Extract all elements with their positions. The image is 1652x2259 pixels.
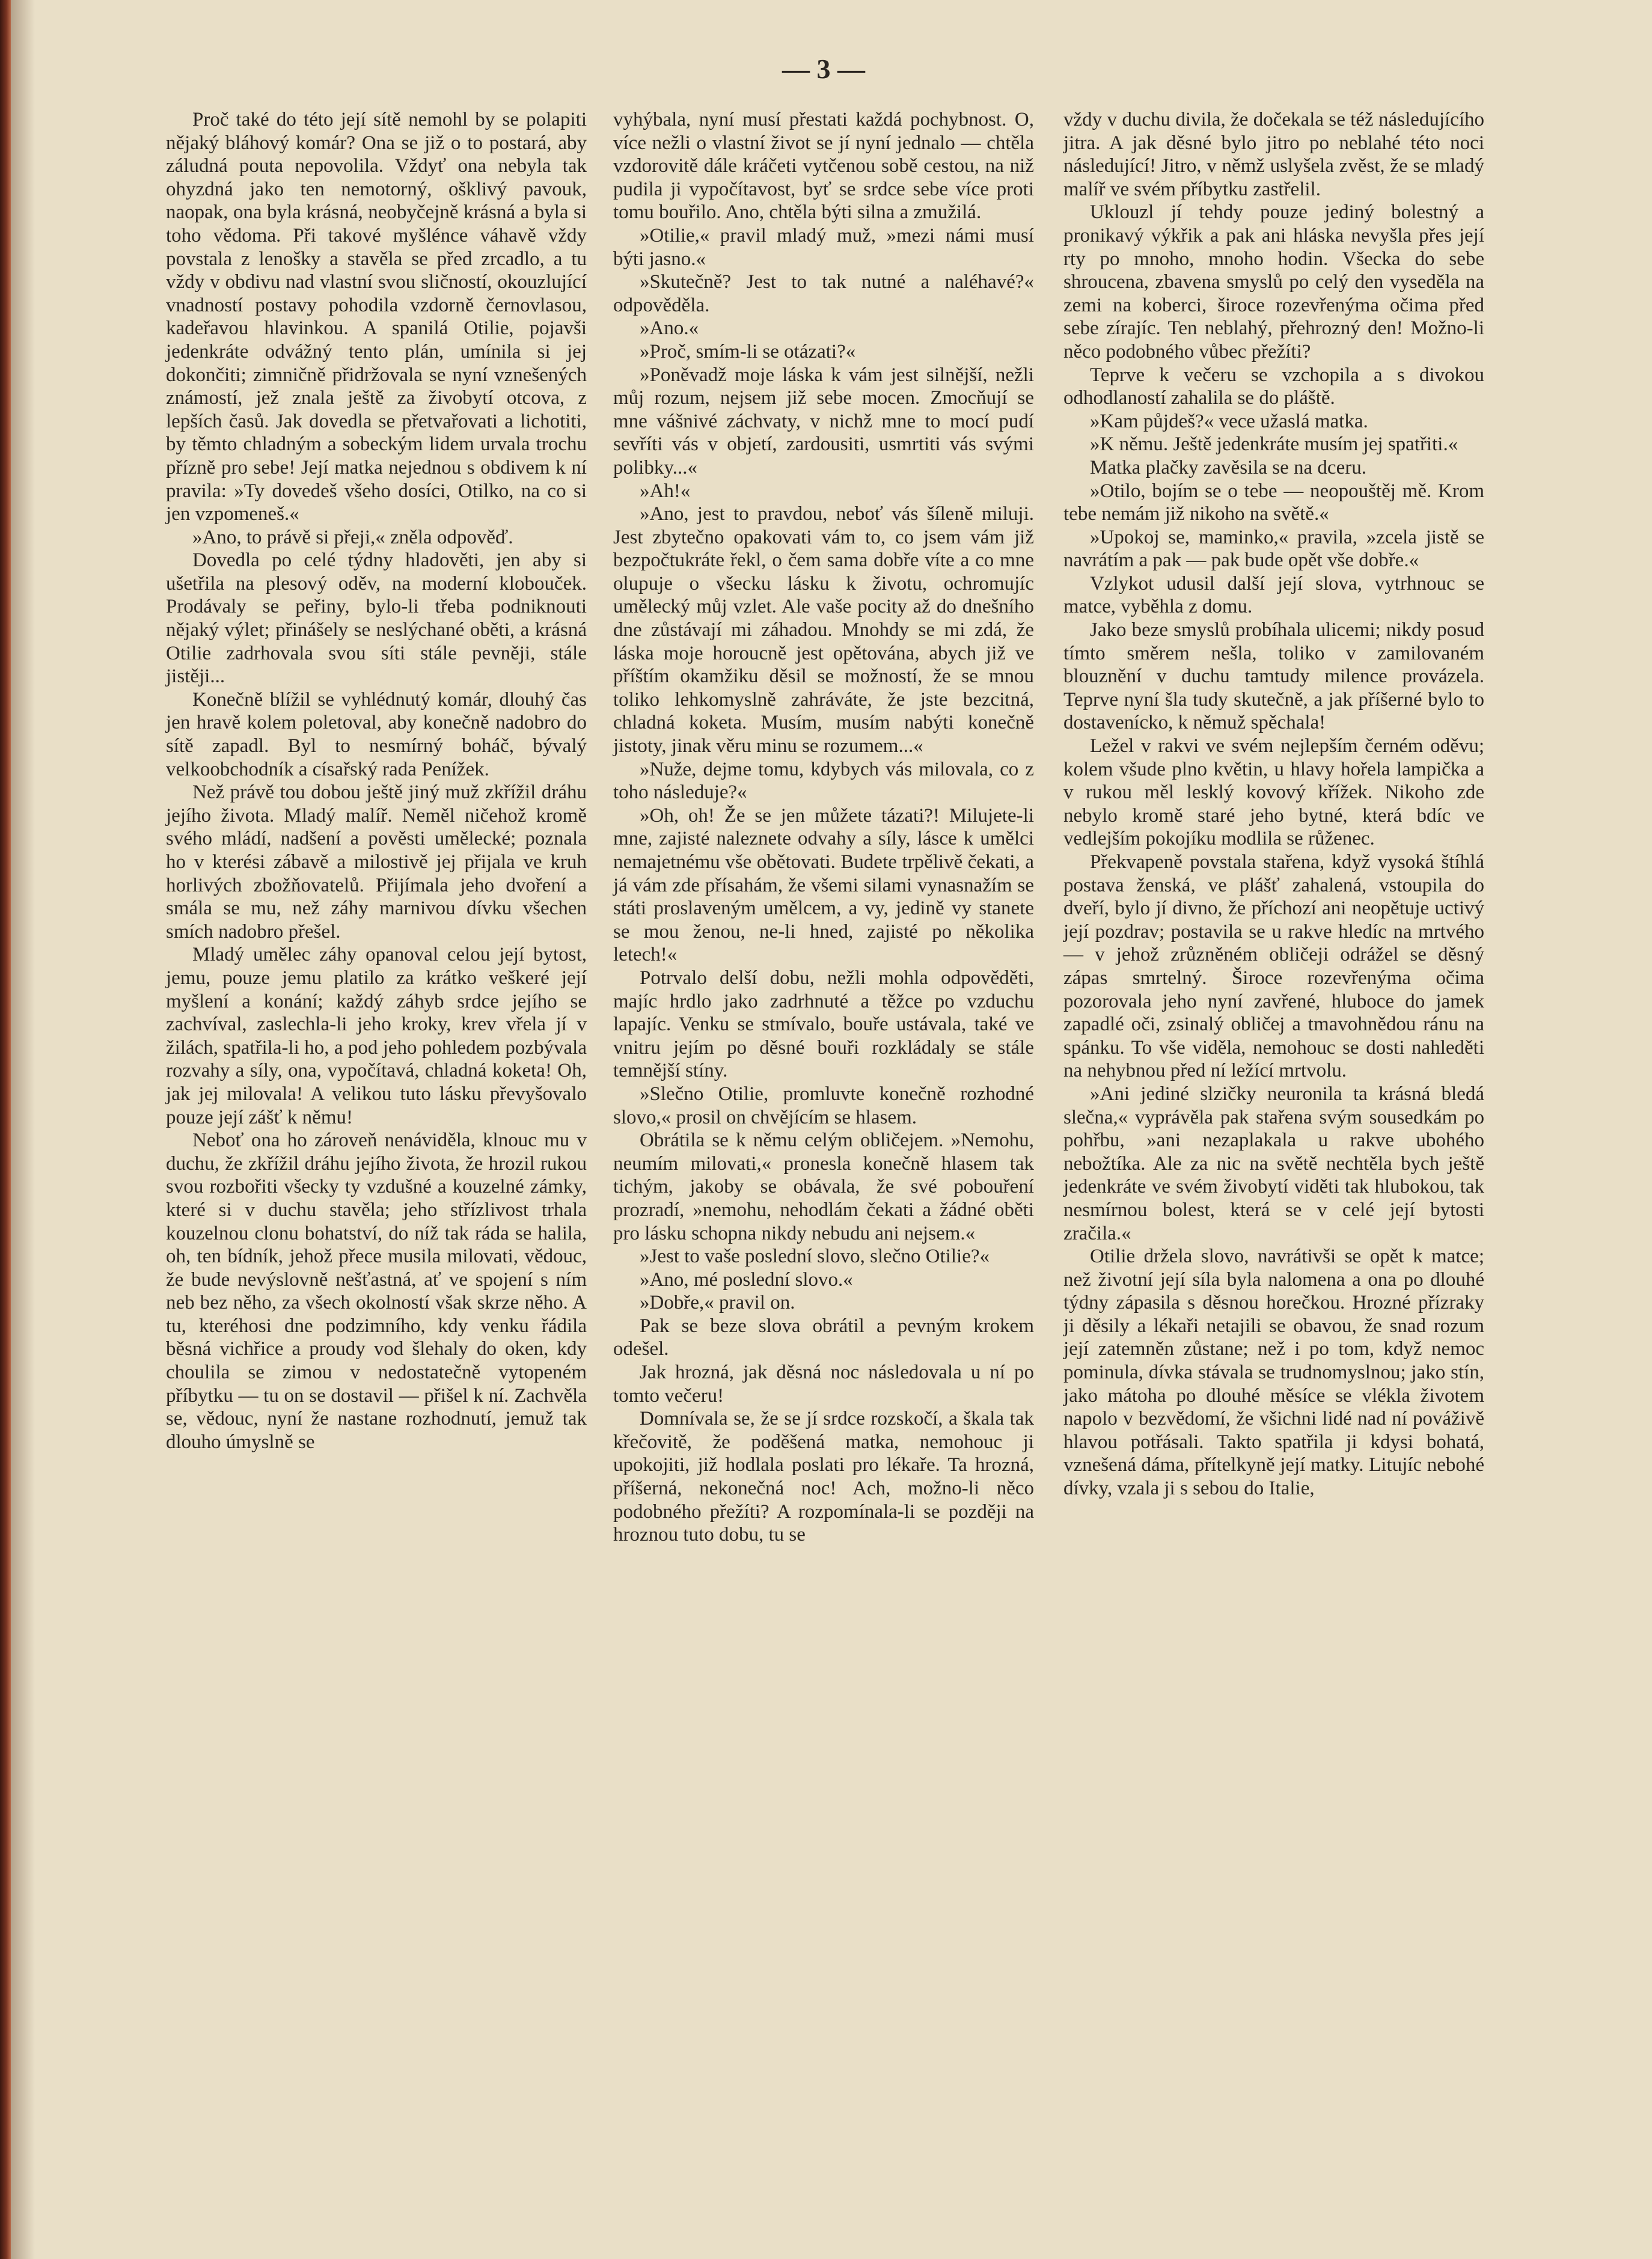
book-spine xyxy=(0,0,11,2259)
paragraph: »Ani jediné slzičky neuronila ta krásná bledá slečna,« vyprávěla pak stařena svým sousedkám po pohřbu, »ani nezaplakala u rakve ubohého nebožtíka. Ale za nic na světě nechtěla bych ještě jedenkráte ve svém živobytí viděti tak hlubokou, tak nesmírnou bolest, která se v celé její bytosti zračila.« xyxy=(1063,1083,1484,1244)
paragraph: vyhýbala, nyní musí přestati každá pochybnost. O, více nežli o vlastní život se jí nyní jednalo — chtěla vzdorovitě dále kráčeti vytčenou sobě cestou, na niž pudila ji vypočítavost, byť se srdce sebe více proti tomu bouřilo. Ano, chtěla býti silna a zmužilá. xyxy=(613,109,1034,224)
paragraph: Mladý umělec záhy opanoval celou její bytost, jemu, pouze jemu platilo za krátko veškeré její myšlení a konání; každý záhyb srdce jejího se zachvíval, zaslechla-li jeho kroky, krev vřela jí v žilách, spatřila-li ho, a pod jeho pohledem pozbývala rozvahy a síly, ona, vypočítavá, chladná koketa! Oh, jak jej milovala! A velikou tuto lásku převyšovalo pouze její zášť k němu! xyxy=(166,944,587,1128)
paragraph: Proč také do této její sítě nemohl by se polapiti nějaký bláhový komár? Ona se již o to postará, aby záludná pouta nepovolila. Vždyť ona nebyla tak ohyzdná jako ten nemotorný, ošklivý pavouk, naopak, ona byla krásná, neobyčejně krásná a byla si toho vědoma. Při takové myšlénce váhavě vždy povstala z lenošky a stavěla se před zrcadlo, a tu vždy v obdivu nad vlastní svou sličností, okouzlující vnadností postavy pohodila vzdorně černovlasou, kadeřavou hlavinkou. A spanilá Otilie, pojavši jedenkráte odvážný tento plán, umínila si jej dokončiti; zimničně přidržovala se nyní vznešených známostí, jež znala ještě za živobytí otcova, z lepších časů. Jak dovedla se přetvařovati a lichotiti, by těmto chladným a sobeckým lidem urvala trochu přízně pro sebe! Její matka nejednou s obdivem k ní pravila: »Ty dovedeš všeho dosíci, Otilko, na co si jen vzpomeneš.« xyxy=(166,109,587,525)
paragraph: »Slečno Otilie, promluvte konečně rozhodné slovo,« prosil on chvějícím se hlasem. xyxy=(613,1083,1034,1128)
paragraph: Uklouzl jí tehdy pouze jediný bolestný a pronikavý výkřik a pak ani hláska nevyšla přes její rty po mnoho, mnoho hodin. Všecka do sebe shroucena, zbavena smyslů po celý den vyseděla na zemi na koberci, široce rozevřenýma očima před sebe zírajíc. Ten neblahý, přehrozný den! Možno-li něco podobného vůbec přežíti? xyxy=(1063,201,1484,362)
paragraph: Dovedla po celé týdny hladověti, jen aby si ušetřila na plesový oděv, na moderní klobouček. Prodávaly se peřiny, bylo-li třeba podniknouti nějaký výlet; přinášely se neslýchané oběti, a krásná Otilie zadrhovala svou síti stále pevněji, stále jistěji... xyxy=(166,549,587,688)
paragraph: Obrátila se k němu celým obličejem. »Nemohu, neumím milovati,« pronesla konečně hlasem tak tichým, jakoby se obávala, že své pobouření prozradí, »nemohu, nehodlám čekati a žádné oběti pro lásku schopna nikdy nebudu ani nejsem.« xyxy=(613,1130,1034,1244)
paragraph: »Oh, oh! Že se jen můžete tázati?! Milujete-li mne, zajisté naleznete odvahy a síly, lásce k umělci nemajetnému vše obětovati. Budete trpělivě čekati, a já vám zde přísahám, že všemi silami vynasnažím se státi proslaveným umělcem, a vy, jedině vy stanete se mou ženou, ne-li hned, zajisté po několika letech!« xyxy=(613,804,1034,966)
paragraph: »Upokoj se, maminko,« pravila, »zcela jistě se navrátím a pak — pak bude opět vše dobře.« xyxy=(1063,526,1484,572)
paragraph: Vzlykot udusil další její slova, vytrhnouc se matce, vyběhla z domu. xyxy=(1063,572,1484,618)
paragraph: Otilie držela slovo, navrátivši se opět k matce; než životní její síla byla nalomena a ona po dlouhé týdny zápasila s děsnou horečkou. Hrozné přízraky ji děsily a lékaři netajili se obavou, že snad rozum její zatemněn zůstane; než i po tom, když nemoc pominula, dívka stávala se trudnomyslnou; jako stín, jako mátoha po dlouhé měsíce se vlékla životem napolo v bezvědomí, že všichni lidé nad ní pováživě hlavou potřásali. Takto spatřila ji kdysi bohatá, vznešená dáma, přítelkyně její matky. Litujíc nebohé dívky, vzala ji s sebou do Italie, xyxy=(1063,1246,1484,1500)
text-column-2 xyxy=(613,108,1034,1547)
gutter-shadow xyxy=(11,0,35,2259)
paragraph: Neboť ona ho zároveň nenáviděla, klnouc mu v duchu, že zkřížil dráhu jejího života, že hrozil rukou svou rozbořiti všecky ty vzdušné a kouzelné zámky, které si v duchu stavěla; jeho střízlivost trhala kouzelnou clonu bohatství, do níž tak ráda se halila, oh, ten bídník, jehož přece musila milovati, vědouc, že bude nevýslovně nešťastná, ať ve spojení s ním neb bez něho, za všech okolností však skrze něho. A tu, kteréhosi dne podzimního, kdy venku řádila běsná vichřice a proudy vod šlehaly do oken, kdy choulila se zimou v nedostatečně vytopeném příbytku — tu on se dostavil — přišel k ní. Zachvěla se, vědouc, nyní že nastane rozhodnutí, jemuž tak dlouho úmyslně se xyxy=(166,1130,587,1453)
paragraph: Než právě tou dobou ještě jiný muž zkřížil dráhu jejího života. Mladý malíř. Neměl ničehož kromě svého mládí, nadšení a pověsti umělecké; poznala ho v kterési zábavě a milostivě jej přijala ve kruh horlivých zbožňovatelů. Přijímala jeho dvoření a smála se mu, než záhy marnivou dívku všechen smích nadobro přešel. xyxy=(166,781,587,943)
text-column-1 xyxy=(166,108,587,1454)
paragraph: »K němu. Ještě jedenkráte musím jej spatřiti.« xyxy=(1090,433,1458,456)
paragraph: »Nuže, dejme tomu, kdybych vás milovala, co z toho následuje?« xyxy=(613,758,1034,804)
paragraph: »Kam půjdeš?« vece užaslá matka. xyxy=(1090,410,1368,432)
paragraph: Pak se beze slova obrátil a pevným krokem odešel. xyxy=(613,1315,1034,1360)
paragraph: »Ano, to právě si přeji,« zněla odpověď. xyxy=(192,526,513,548)
paragraph: »Poněvadž moje láska k vám jest silnější, nežli můj rozum, nejsem již sebe mocen. Zmocňují se mne vášnivé záchvaty, v nichž mne to mocí pudí sevříti vás v objetí, zardousiti, usmrtiti vás svými polibky...« xyxy=(613,364,1034,478)
paragraph: Domnívala se, že se jí srdce rozskočí, a škala tak křečovitě, že poděšená matka, nemohouc ji upokojiti, již hodlala poslati pro lékaře. Ta hrozná, příšerná, nekonečná noc! Ach, možno-li něco podobného přežíti? A rozpomínala-li se později na hroznou tuto dobu, tu se xyxy=(613,1408,1034,1546)
paragraph: »Otilo, bojím se o tebe — neopouštěj mě. Krom tebe nemám již nikoho na světě.« xyxy=(1063,480,1484,525)
paragraph: Konečně blížil se vyhlédnutý komár, dlouhý čas jen hravě kolem poletoval, aby konečně nadobro do sítě zapadl. Byl to nesmírný boháč, bývalý velkoobchodník a císařský rada Penížek. xyxy=(166,688,587,780)
paragraph: »Ano.« xyxy=(640,317,699,340)
paragraph: »Ano, mé poslední slovo.« xyxy=(640,1268,853,1291)
paragraph: »Skutečně? Jest to tak nutné a naléhavé?« odpověděla. xyxy=(613,271,1034,316)
text-column-3 xyxy=(1063,108,1484,1500)
paragraph: Potrvalo delší dobu, nežli mohla odpověděti, majíc hrdlo jako zadrhnuté a těžce po vzduchu lapajíc. Venku se stmívalo, bouře ustávala, také ve vnitru jejím po děsné bouři rozkládaly se stále temnější stíny. xyxy=(613,967,1034,1082)
paragraph: »Dobře,« pravil on. xyxy=(640,1292,795,1314)
page-number: — 3 — xyxy=(782,53,865,84)
paragraph: Jako beze smyslů probíhala ulicemi; nikdy posud tímto směrem nešla, toliko v zamilovaném blouznění v duchu tamtudy milence provázela. Teprve nyní šla tudy skutečně, a jak příšerné bylo to dostavenícko, k němuž spěchala! xyxy=(1063,619,1484,734)
paragraph: Jak hrozná, jak děsná noc následovala u ní po tomto večeru! xyxy=(613,1362,1034,1407)
paragraph: Překvapeně povstala stařena, když vysoká štíhlá postava ženská, ve plášť zahalená, vstoupila do dveří, bylo jí divno, že příchozí ani neopětuje uctivý její pozdrav; postavila se u rakve hledíc na mrtvého — v jehož zrůzněném obličeji odrážel se děsný zápas smrtelný. Široce rozevřenýma očima pozorovala jeho nyní zavřené, hluboce do jamek zapadlé oči, zsinalý obličej a tmavohnědou ránu na spánku. To vše viděla, nemohouc se dosti nahleděti na nehybnou před ní ležící mrtvolu. xyxy=(1063,851,1484,1082)
paragraph: »Ah!« xyxy=(640,480,691,502)
paragraph: Ležel v rakvi ve svém nejlepším černém oděvu; kolem všude plno květin, u hlavy hořela lampička a v rukou měl lesklý kovový křížek. Nikoho zde nebylo kromě staré jeho bytné, která bdíc ve vedlejším pokojíku modlila se růženec. xyxy=(1063,735,1484,850)
paragraph: »Jest to vaše poslední slovo, slečno Otilie?« xyxy=(640,1246,990,1268)
paragraph: »Proč, smím-li se otázati?« xyxy=(640,340,856,362)
paragraph: »Otilie,« pravil mladý muž, »mezi námi musí býti jasno.« xyxy=(613,224,1034,270)
paragraph: »Ano, jest to pravdou, neboť vás šíleně miluji. Jest zbytečno opakovati vám to, co jsem vám již bezpočtukráte řekl, o čem sama dobře víte a co mne olupuje o všecku lásku k životu, ochromujíc umělecký můj vzlet. Ale vaše pocity až do dnešního dne zůstávají mi záhadou. Mnohdy se mi zdá, že láska moje horoucně jest opětována, abych již ve příštím okamžiku děsil se možností, že se mnou toliko lehkomyslně zahráváte, že jste bezcitná, chladná koketa. Musím, musím nabýti konečně jistoty, jinak věru minu se rozumem...« xyxy=(613,503,1034,757)
paragraph: Matka plačky zavěsila se na dceru. xyxy=(1090,456,1366,478)
paragraph: Teprve k večeru se vzchopila a s divokou odhodlaností zahalila se do pláště. xyxy=(1063,364,1484,409)
paragraph: vždy v duchu divila, že dočekala se též následujícího jitra. A jak děsné bylo jitro po neblahé této noci následující! Jitro, v němž uslyšela zvěst, že se mladý malíř ve svém příbytku zastřelil. xyxy=(1063,109,1484,200)
